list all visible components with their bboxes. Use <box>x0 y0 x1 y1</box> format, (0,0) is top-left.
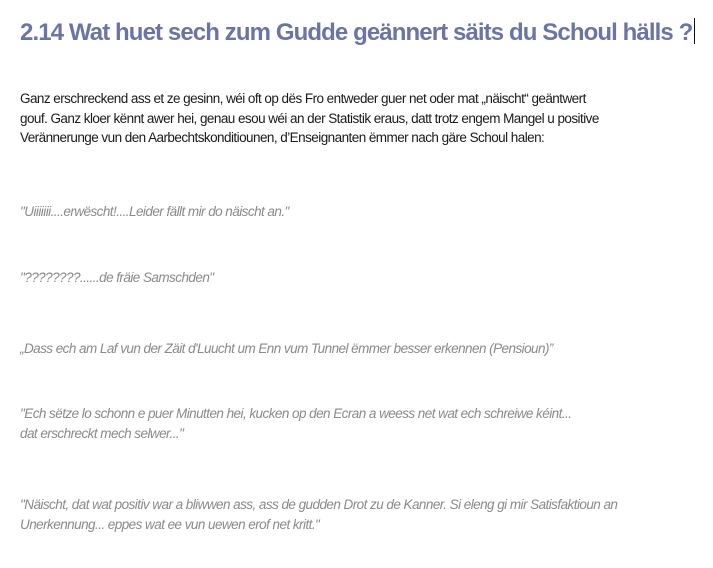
intro-line: Ganz erschreckend ass et ze gesinn, wéi oft op dës Fro entweder guer net oder mat „näischt“ geäntwert <box>20 91 586 106</box>
quote-line: "Ech sëtze lo schonn e puer Minutten hei, kucken op den Ecran a weess net wat ech schreiwe kéint... <box>20 406 572 421</box>
quote-line: Unerkennung... eppes wat ee vun uewen erof net kritt." <box>20 517 320 532</box>
quote-line: dat erschreckt mech selwer..." <box>20 426 184 441</box>
quote-4 <box>20 404 571 444</box>
intro-line: Verännerunge vun den Aarbechtskonditiounen, d’Enseignanten ëmmer nach gäre Schoul halen: <box>20 130 545 145</box>
quote-2 <box>20 268 214 288</box>
quote-line: "????????......de fräie Samschden" <box>20 270 214 285</box>
intro-line: gouf. Ganz kloer kënnt awer hei, genau esou wéi an der Statistik eraus, datt trotz engem Mangel u positive <box>20 110 599 126</box>
quote-3 <box>20 339 553 359</box>
quote-line: „Dass ech am Laf vun der Zäit d'Luucht um Enn vum Tunnel ëmmer besser erkennen (Pensioun)” <box>20 341 553 356</box>
section-heading-text: 2.14 Wat huet sech zum Gudde geännert säits du Schoul hälls ? <box>20 19 693 46</box>
quote-1 <box>20 202 289 222</box>
quote-line: "Näischt, dat wat positiv war a bliwwen ass, ass de gudden Drot zu de Kanner. Si eleng gi mir Satisfaktioun an <box>20 497 618 512</box>
quote-5 <box>20 495 617 535</box>
section-heading <box>20 17 695 49</box>
text-cursor <box>694 18 695 44</box>
quote-line: "Uiiiiiii....erwëscht!....Leider fällt mir do näischt an." <box>20 204 289 219</box>
intro-paragraph <box>20 89 713 148</box>
